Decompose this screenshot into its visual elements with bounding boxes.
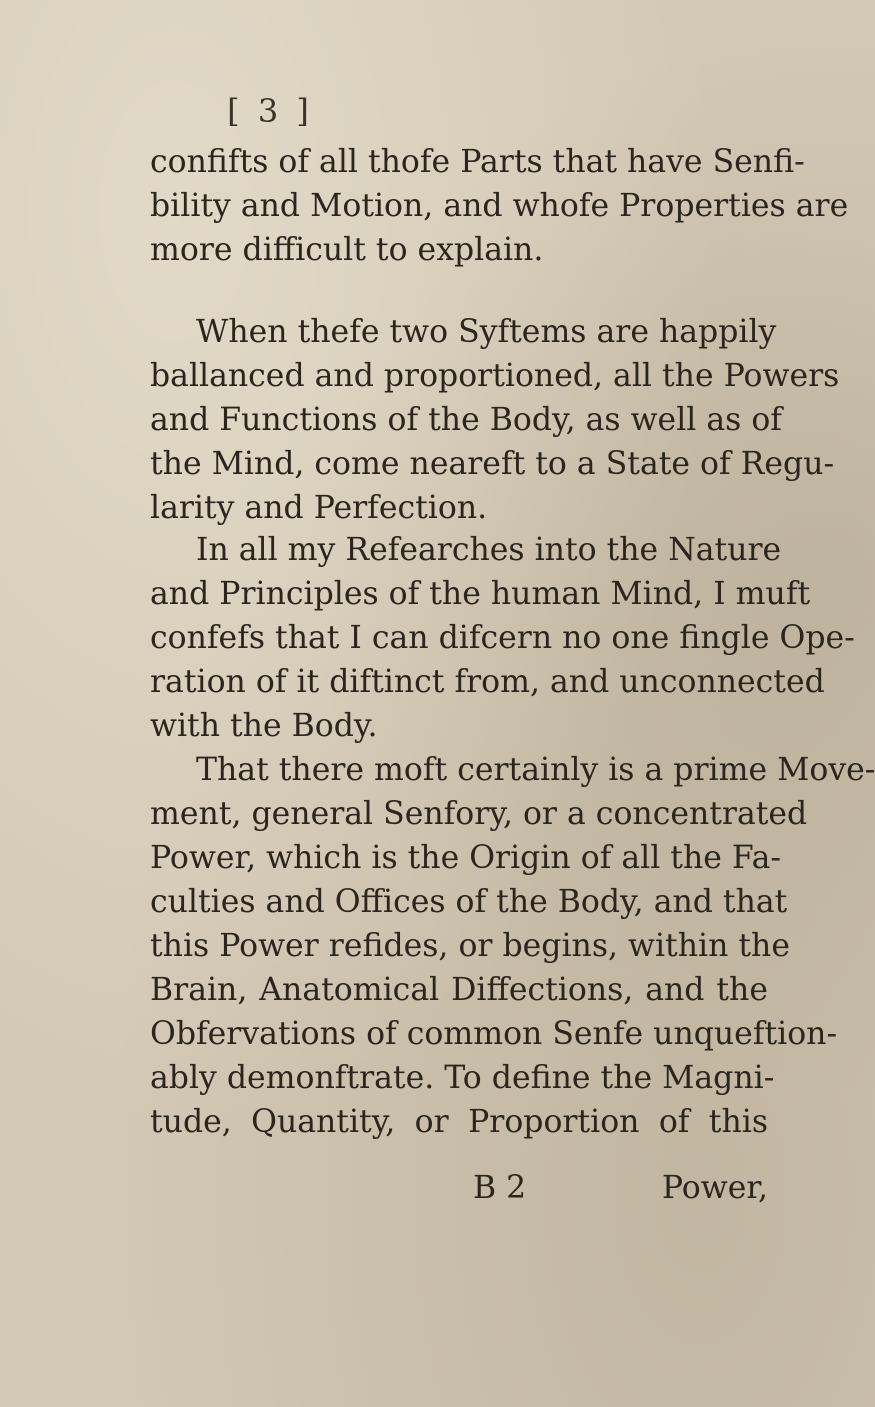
text-line: Power, which is the Origin of all the Fa- bbox=[150, 840, 782, 876]
page-number: [ 3 ] bbox=[227, 92, 313, 130]
text-line: culties and Offices of the Body, and that bbox=[150, 884, 788, 920]
text-line: and Principles of the human Mind, I muft bbox=[150, 576, 811, 612]
text-line: confifts of all thofe Parts that have Senfi- bbox=[150, 144, 805, 180]
text-line: the Mind, come neareft to a State of Regu- bbox=[150, 446, 835, 482]
page-footer-line bbox=[150, 1166, 768, 1210]
text-line: with the Body. bbox=[150, 708, 378, 744]
text-line: Brain, Anatomical Diffections, and the bbox=[150, 972, 768, 1008]
text-line: more difficult to explain. bbox=[150, 232, 544, 268]
paragraph-1 bbox=[150, 140, 849, 272]
paragraph-2 bbox=[150, 310, 840, 530]
text-line: Obfervations of common Senfe unqueftion- bbox=[150, 1016, 838, 1052]
text-line: When thefe two Syftems are happily bbox=[196, 314, 777, 350]
text-line: ment, general Senfory, or a concentrated bbox=[150, 796, 808, 832]
text-line: ballanced and proportioned, all the Powers bbox=[150, 358, 840, 394]
text-line: this Power refides, or begins, within the bbox=[150, 928, 790, 964]
catchword: Power, bbox=[661, 1170, 768, 1206]
signature-mark: B 2 bbox=[473, 1170, 527, 1206]
text-line: ration of it diftinct from, and unconnected bbox=[150, 664, 825, 700]
text-line: In all my Refearches into the Nature bbox=[196, 532, 782, 568]
text-line: That there moft certainly is a prime Move- bbox=[196, 752, 875, 788]
text-line: larity and Perfection. bbox=[150, 490, 488, 526]
paragraph-3 bbox=[150, 528, 855, 748]
text-line: bility and Motion, and whofe Properties are bbox=[150, 188, 849, 224]
text-line: ably demonftrate. To define the Magni- bbox=[150, 1060, 775, 1096]
text-line: and Functions of the Body, as well as of bbox=[150, 402, 782, 438]
paragraph-4 bbox=[150, 748, 875, 1144]
text-line: tude, Quantity, or Proportion of this bbox=[150, 1104, 768, 1140]
text-line: confefs that I can difcern no one fingle Ope- bbox=[150, 620, 855, 656]
